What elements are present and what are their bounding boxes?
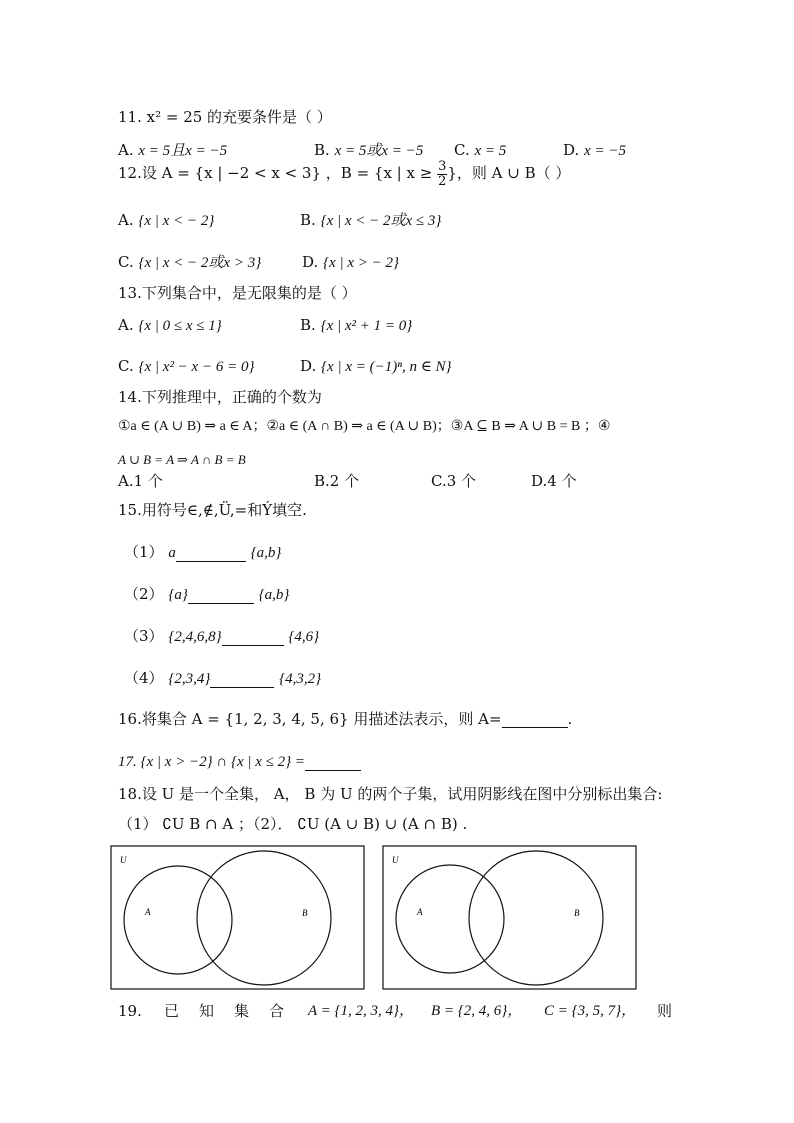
circle-b <box>469 851 603 985</box>
label-b: B <box>574 908 580 918</box>
q18-stem: 18.设 U 是一个全集， A， B 为 U 的两个子集，试用阴影线在图中分别标出集合: <box>118 785 663 803</box>
universe-rect <box>111 846 364 989</box>
q19-set-a: A = {1, 2, 3, 4}， <box>308 1003 415 1019</box>
q14-option-b: B.2 个 <box>314 472 360 490</box>
q14-option-c: C.3 个 <box>431 472 477 490</box>
q14-stem: 14.下列推理中，正确的个数为 <box>118 388 322 406</box>
venn-diagram-2[interactable] <box>382 845 638 991</box>
q19-set-c: C = {3, 5, 7}， <box>544 1003 637 1019</box>
q12-fraction: $\frac{3}{2}$ <box>438 159 447 189</box>
q19-char-4: 合 <box>269 1002 285 1020</box>
q17-blank[interactable] <box>305 755 361 771</box>
q11-stem: 11. x² = 25 的充要条件是（ ） <box>118 108 332 126</box>
q14-option-d: D.4 个 <box>531 472 577 490</box>
circle-b <box>197 851 331 985</box>
q13-option-d: D. {x | x = (−1)ⁿ, n ∈ N} <box>300 357 452 375</box>
venn-diagram-1[interactable] <box>110 845 366 991</box>
q15-blank-2[interactable] <box>188 588 254 604</box>
label-u: U <box>392 855 399 865</box>
label-b: B <box>302 908 308 918</box>
q15-blank-3[interactable] <box>222 630 284 646</box>
label-a: A <box>145 907 151 917</box>
q13-option-c: C. {x | x² − x − 6 = 0} <box>118 357 255 375</box>
q15-item-3: （3） {2,4,6,8} {4,6} <box>124 627 320 645</box>
q15-blank-4[interactable] <box>210 672 274 688</box>
q15-blank-1[interactable] <box>176 546 246 562</box>
q12-option-b: B. {x | x < − 2或x ≤ 3} <box>300 211 442 229</box>
q13-option-b: B. {x | x² + 1 = 0} <box>300 316 413 334</box>
q11-option-b: B. x = 5或x = −5 <box>314 141 424 159</box>
q18-sub: （1） ∁U B ∩ A ；（2）． ∁U (A ∪ B) ∪ (A ∩ B) . <box>118 815 468 833</box>
q12-option-d: D. {x | x > − 2} <box>302 253 399 271</box>
q16-line: 16.将集合 A = {1, 2, 3, 4, 5, 6} 用描述法表示，则 A= . <box>118 710 573 728</box>
q19-char-3: 集 <box>234 1002 250 1020</box>
q19-then: 则 <box>657 1002 673 1020</box>
q13-stem: 13.下列集合中，是无限集的是（ ） <box>118 284 357 302</box>
q12-stem: 12.设 A = {x | −2 < x < 3} ，B = {x | x ≥ $\frac{3}{2}$ }，则 A ∪ B（ ） <box>118 159 571 189</box>
q11-option-c: C. x = 5 <box>454 141 507 159</box>
circle-a <box>124 866 232 974</box>
q19-char-2: 知 <box>199 1002 215 1020</box>
label-u: U <box>120 855 127 865</box>
q16-blank[interactable] <box>502 712 568 728</box>
q19-set-b: B = {2, 4, 6}， <box>431 1003 523 1019</box>
q12-option-c: C. {x | x < − 2或x > 3} <box>118 253 262 271</box>
q11-option-d: D. x = −5 <box>563 141 626 159</box>
universe-rect <box>383 846 636 989</box>
q15-item-2: （2） {a} {a,b} <box>124 585 290 603</box>
q14-option-a: A.1 个 <box>118 472 163 490</box>
circle-a <box>396 865 504 973</box>
q12-option-a: A. {x | x < − 2} <box>118 211 215 229</box>
q14-statements-line2: A ∪ B = A ⇒ A ∩ B = B <box>118 452 246 467</box>
q17-line: 17. {x | x > −2} ∩ {x | x ≤ 2} = <box>118 752 361 771</box>
q19-char-1: 已 <box>164 1002 180 1020</box>
q15-item-4: （4） {2,3,4} {4,3,2} <box>124 669 322 687</box>
q11-option-a: A. x = 5且x = −5 <box>118 141 228 159</box>
q15-stem: 15.用符号∈,∉,Ü,=和Ý填空. <box>118 501 307 519</box>
q15-item-1: （1） a {a,b} <box>124 543 282 561</box>
q13-option-a: A. {x | 0 ≤ x ≤ 1} <box>118 316 222 334</box>
label-a: A <box>417 907 423 917</box>
q14-statements-line1: ①a ∈ (A ∪ B) ⇒ a ∈ A；②a ∈ (A ∩ B) ⇒ a ∈ (A ∪ B)；③A ⊆ B ⇒ A ∪ B = B ；④ <box>118 419 611 434</box>
q19-num: 19. <box>118 1002 142 1020</box>
